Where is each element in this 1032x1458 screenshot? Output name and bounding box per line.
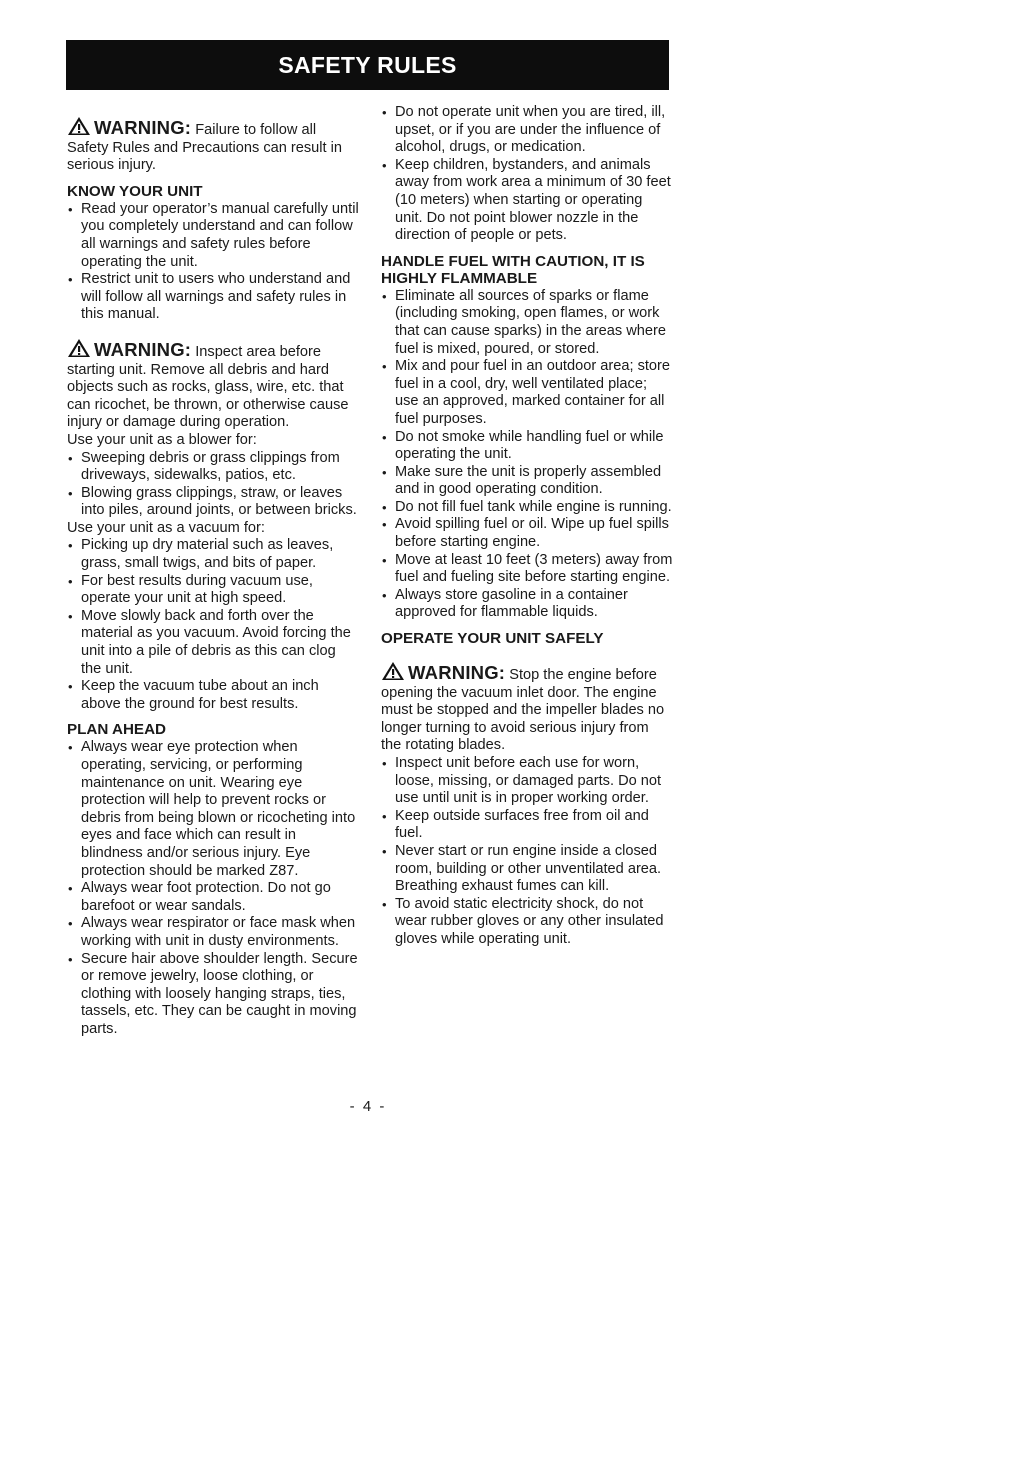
list-item: • Mix and pour fuel in an outdoor area; store fuel in a cool, dry, well ventilated place; use an approved, marked container for all fuel purposes. (381, 358, 673, 428)
page-number: - 4 - (349, 1098, 387, 1115)
warning-text: Failure to follow all Safety Rules and Precautions can result in serious injury. (67, 122, 343, 174)
list-item: • Picking up dry material such as leaves, grass, small twigs, and bits of paper. (67, 537, 359, 572)
page-title-banner (66, 40, 669, 90)
list-item: • Inspect unit before each use for worn, loose, missing, or damaged parts. Do not use until unit is in proper working order. (381, 755, 673, 808)
list-item: • Do not operate unit when you are tired, ill, upset, or if you are under the influence of alcohol, drugs, or medication. (381, 104, 673, 157)
list-item: • Never start or run engine inside a closed room, building or other unventilated area. Breathing exhaust fumes can kill. (381, 843, 673, 896)
vacuum-intro: Use your unit as a vacuum for: (67, 519, 265, 536)
list-item: • Always wear eye protection when operating, servicing, or performing maintenance on unit. Wearing eye protection will help to prevent rocks or debris from being blown or ricocheting into eyes and face which can result in blindness and/or serious injury. Eye protection should be marked Z87. (67, 739, 359, 880)
list-item: • For best results during vacuum use, operate your unit at high speed. (67, 573, 359, 608)
blower-uses-list (67, 450, 359, 520)
warning-label: WARNING: (381, 662, 505, 683)
list-item: • Eliminate all sources of sparks or flame (including smoking, open flames, or work that can cause sparks) in the areas where fuel is mixed, poured, or stored. (381, 288, 673, 358)
list-item: • Do not smoke while handling fuel or while operating the unit. (381, 429, 673, 464)
list-item: • Keep outside surfaces free from oil and fuel. (381, 808, 673, 843)
list-item: • Always wear foot protection. Do not go barefoot or wear sandals. (67, 880, 359, 915)
warning-block-1 (67, 116, 359, 175)
list-item: • Sweeping debris or grass clippings from driveways, sidewalks, patios, etc. (67, 450, 359, 485)
list-item: • Move slowly back and forth over the material as you vacuum. Avoid forcing the unit into a pile of debris as this can clog the unit. (67, 608, 359, 678)
list-item: • Read your operator’s manual carefully until you completely understand and can follow all warnings and safety rules before operating the unit. (67, 201, 359, 271)
warning-triangle-icon (67, 116, 93, 136)
know-your-unit-list (67, 201, 359, 324)
warning-block-2 (67, 338, 359, 432)
list-item: • Blowing grass clippings, straw, or leaves into piles, around joints, or between bricks. (67, 485, 359, 520)
operate-safely-list (381, 755, 673, 949)
page-title: SAFETY RULES (278, 51, 457, 78)
section-heading-handle-fuel: HANDLE FUEL WITH CAUTION, IT IS HIGHLY FLAMMABLE (381, 252, 645, 287)
vacuum-uses-list (67, 537, 359, 713)
warning-text: Stop the engine before opening the vacuum inlet door. The engine must be stopped and the impeller blades no longer turning to avoid serious injury from the rotating blades. (381, 667, 665, 754)
list-item: • To avoid static electricity shock, do not wear rubber gloves or any other insulated gloves while operating unit. (381, 896, 673, 949)
list-item: • Always store gasoline in a container approved for flammable liquids. (381, 587, 673, 622)
list-item: • Move at least 10 feet (3 meters) away from fuel and fueling site before starting engine. (381, 552, 673, 587)
list-item: • Do not fill fuel tank while engine is running. (381, 499, 673, 517)
section-heading-operate-safely: OPERATE YOUR UNIT SAFELY (381, 630, 604, 648)
warning-block-3 (381, 661, 673, 755)
warning-triangle-icon (381, 661, 407, 681)
warning-label: WARNING: (67, 117, 191, 138)
operator-condition-list (381, 104, 673, 245)
plan-ahead-list (67, 739, 359, 1038)
list-item: • Make sure the unit is properly assembled and in good operating condition. (381, 464, 673, 499)
list-item: • Keep children, bystanders, and animals away from work area a minimum of 30 feet (10 meters) when starting or operating unit. Do not point blower nozzle in the direction of people or pets. (381, 157, 673, 245)
list-item: • Keep the vacuum tube about an inch above the ground for best results. (67, 678, 359, 713)
right-column (381, 104, 673, 949)
warning-triangle-icon (67, 338, 93, 358)
list-item: • Restrict unit to users who understand and will follow all warnings and safety rules in this manual. (67, 271, 359, 324)
warning-text: Inspect area before starting unit. Remove all debris and hard objects such as rocks, glass, wire, etc. that can ricochet, be thrown, or otherwise cause injury or damage during operation. (67, 343, 349, 431)
list-item: • Secure hair above shoulder length. Secure or remove jewelry, loose clothing, or clothing with loosely hanging straps, ties, tassels, etc. They can be caught in moving parts. (67, 951, 359, 1039)
list-item: • Always wear respirator or face mask when working with unit in dusty environments. (67, 915, 359, 950)
section-heading-know-your-unit: KNOW YOUR UNIT (67, 182, 203, 200)
section-heading-plan-ahead: PLAN AHEAD (67, 721, 167, 739)
warning-label: WARNING: (67, 339, 191, 360)
fuel-safety-list (381, 288, 673, 622)
blower-intro: Use your unit as a blower for: (67, 431, 257, 448)
left-column (67, 104, 359, 1039)
list-item: • Avoid spilling fuel or oil. Wipe up fuel spills before starting engine. (381, 516, 673, 551)
